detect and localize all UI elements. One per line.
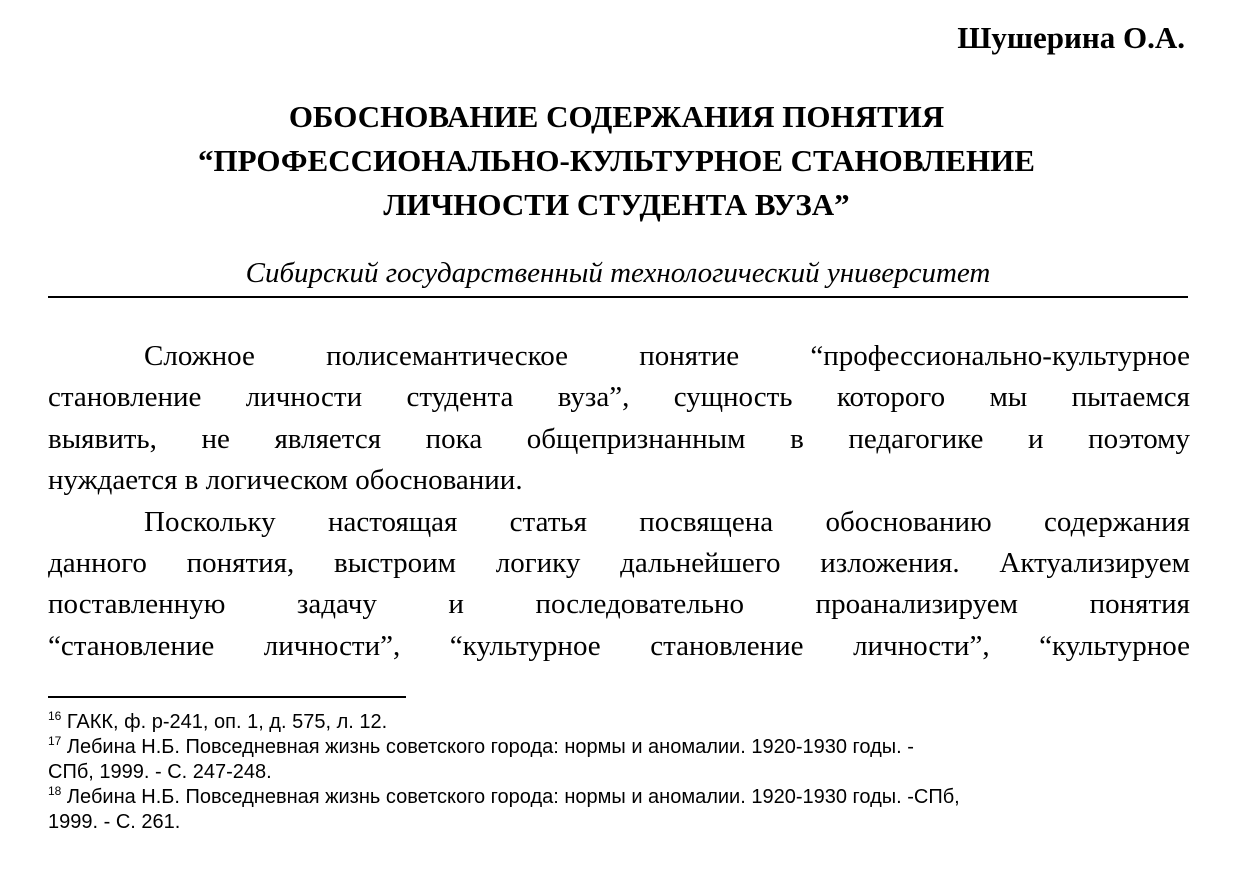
- affiliation-block: [48, 257, 1188, 303]
- footnote-text: ГАКК, ф. р-241, оп. 1, д. 575, л. 12.: [66, 711, 388, 733]
- footnote-line: [48, 710, 1190, 735]
- footnote-line: СПб, 1999. - С. 247-248.: [48, 761, 272, 783]
- affiliation: Сибирский государственный технологический университет: [245, 257, 991, 289]
- paragraph-2: [48, 502, 1190, 668]
- footnote-line: 1999. - С. 261.: [48, 811, 181, 833]
- title-line: ОБОСНОВАНИЕ СОДЕРЖАНИЯ ПОНЯТИЯ: [288, 99, 945, 134]
- paragraph-1: [48, 336, 1190, 502]
- footnote-number: 17: [48, 734, 62, 748]
- paragraph-line: становление личности студента вуза”, сущность которого мы пытаемся: [48, 381, 1190, 414]
- affiliation-underline: [48, 296, 1188, 298]
- footnote-number: 16: [48, 709, 62, 723]
- author-name: Шушерина О.А.: [957, 20, 1185, 55]
- footnote-16: [48, 710, 1190, 735]
- paragraph-line: Поскольку настоящая статья посвящена обоснованию содержания: [144, 505, 1190, 538]
- article-body: [48, 336, 1190, 667]
- footnote-text: Лебина Н.Б. Повседневная жизнь советского города: нормы и аномалии. 1920-1930 годы. -СПб,: [66, 786, 960, 808]
- footnote-18: [48, 785, 1190, 835]
- footnote-text: Лебина Н.Б. Повседневная жизнь советского города: нормы и аномалии. 1920-1930 годы. -: [66, 736, 914, 758]
- paragraph-line: Сложное полисемантическое понятие “профессионально-культурное: [144, 340, 1190, 372]
- paragraph-line: данного понятия, выстроим логику дальнейшего изложения. Актуализируем: [48, 546, 1190, 579]
- title-line: “ПРОФЕССИОНАЛЬНО-КУЛЬТУРНОЕ СТАНОВЛЕНИЕ: [198, 143, 1035, 178]
- footnote-separator: [48, 696, 406, 698]
- paragraph-line: поставленную задачу и последовательно проанализируем понятия: [48, 588, 1190, 621]
- footnotes: [48, 710, 1190, 835]
- paragraph-line: “становление личности”, “культурное становление личности”, “культурное: [48, 629, 1190, 662]
- paragraph-line: выявить, не является пока общепризнанным в педагогике и поэтому: [48, 422, 1190, 455]
- footnote-17: [48, 735, 1190, 785]
- title-line: ЛИЧНОСТИ СТУДЕНТА ВУЗА”: [383, 187, 850, 222]
- article-title: [40, 95, 1193, 227]
- paragraph-line: нуждается в логическом обосновании.: [48, 464, 523, 497]
- footnote-line: [48, 735, 1190, 760]
- footnote-number: 18: [48, 784, 62, 798]
- footnote-line: [48, 785, 1190, 810]
